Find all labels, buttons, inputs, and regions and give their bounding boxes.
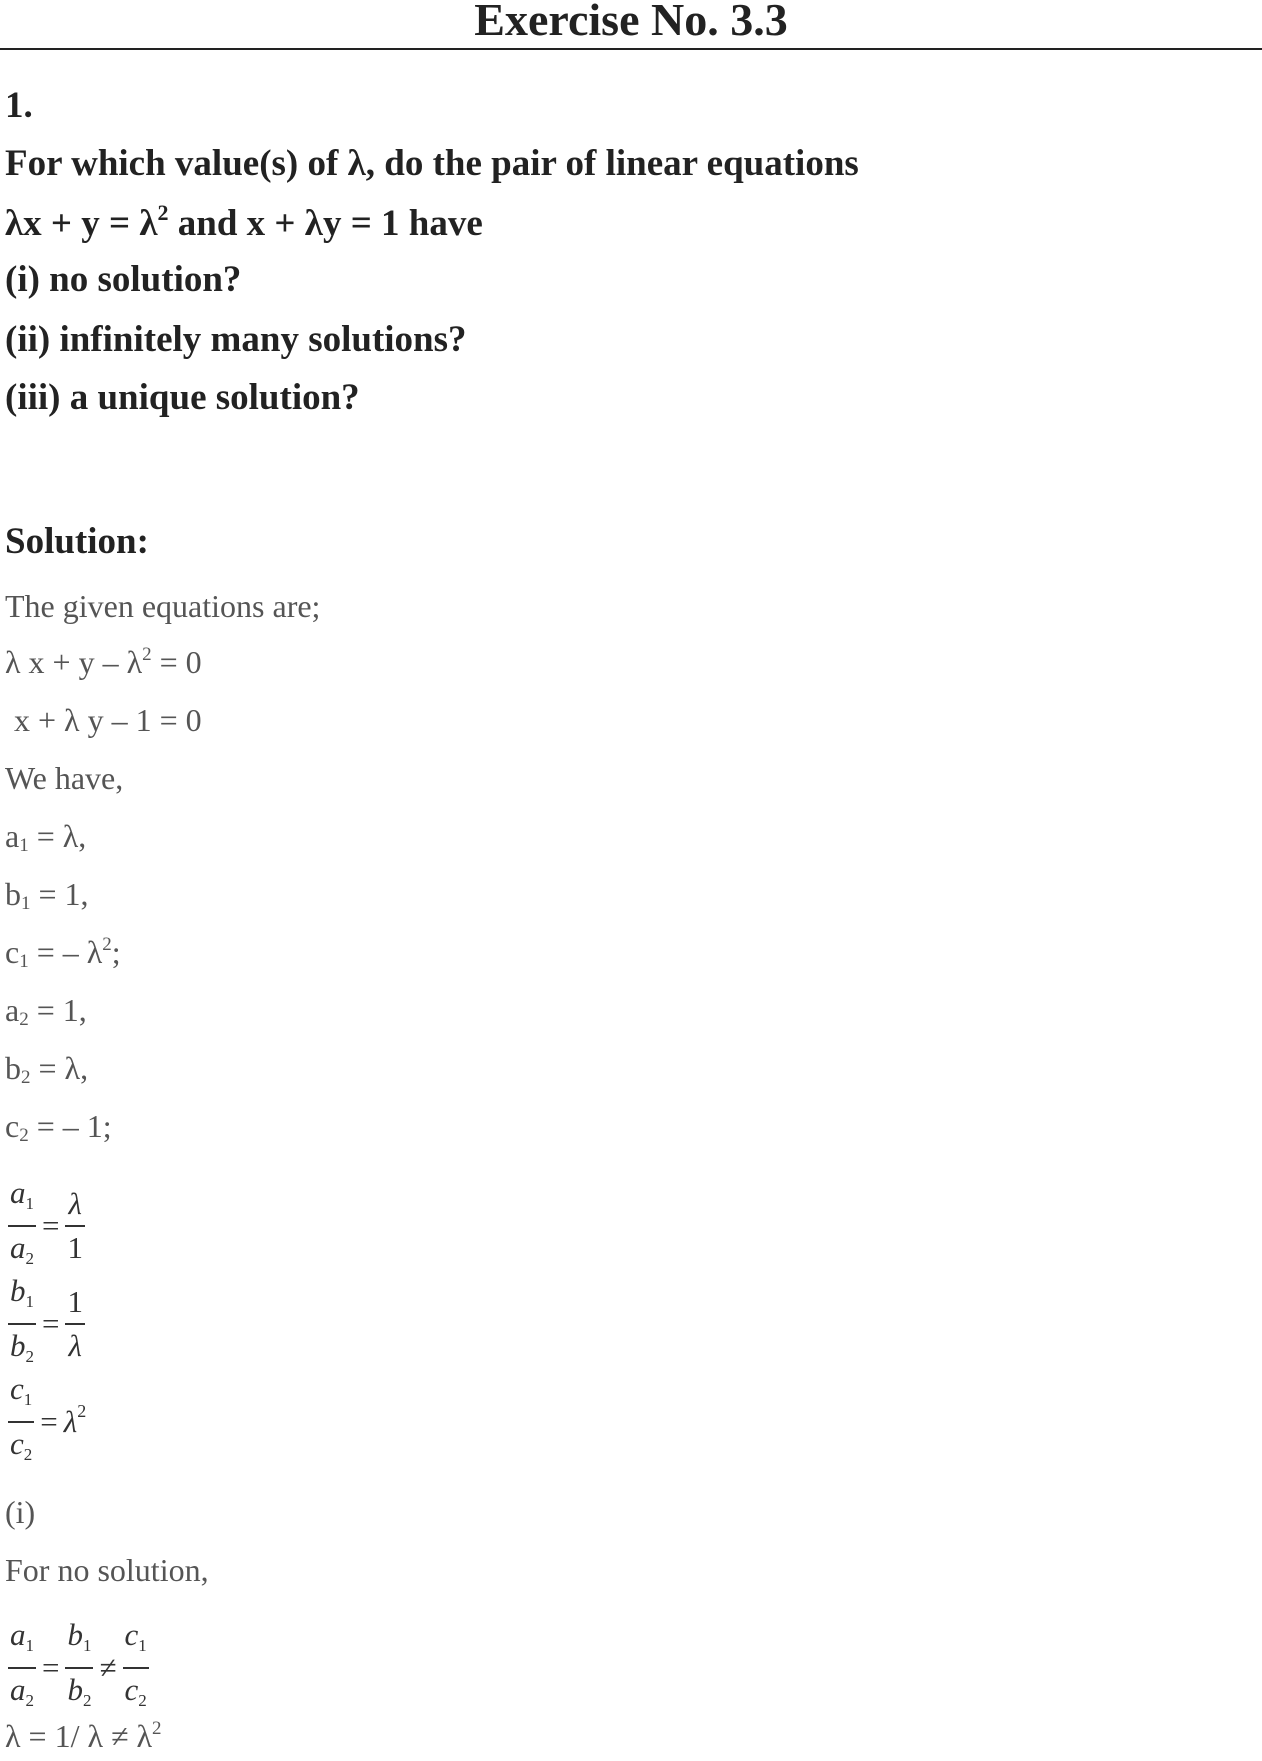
part-i-label: (i)	[5, 1494, 36, 1530]
question-part-i: (i) no solution?	[5, 259, 242, 300]
coefficient-c1: $c_1$ = – $\lambda^2$;	[5, 934, 121, 972]
fraction-b1-b2-condition: $\frac{b_1}{b_2}$	[65, 1614, 93, 1722]
ratio-b: $\frac{b_1}{b_2}$ = $\frac{1}{\lambda}$	[8, 1270, 85, 1378]
coefficient-b1: $b_1 = 1$,	[5, 876, 89, 914]
solution-intro: The given equations are;	[5, 588, 321, 624]
equation-1-left: λ x + y – λ	[5, 644, 143, 680]
coefficient-c2: $c_2$ = – 1;	[5, 1108, 112, 1146]
equation-1	[5, 644, 202, 681]
fraction-a1-a2-condition: $\frac{a_1}{a_2}$	[8, 1614, 36, 1722]
coefficient-a1: $a_1 = \lambda$,	[5, 818, 87, 856]
question-line: For which value(s) of λ, do the pair of linear equations	[5, 143, 859, 184]
no-solution-condition: $\frac{a_1}{a_2}$ = $\frac{b_1}{b_2}$ ≠ $\frac{c_1}{c_2}$	[8, 1614, 149, 1722]
question-eq-part1: λx + y = λ	[5, 203, 158, 244]
coefficient-b2: $b_2 = \lambda$,	[5, 1050, 89, 1088]
equation-1-right: = 0	[151, 644, 202, 680]
fraction-b1-b2: $\frac{b_1}{b_2}$	[8, 1270, 36, 1378]
fraction-1-lambda: $\frac{1}{\lambda}$	[65, 1281, 85, 1367]
fraction-lambda-1: $\frac{\lambda}{1}$	[65, 1183, 85, 1269]
title-divider	[0, 48, 1262, 50]
no-solution-text: For no solution,	[5, 1552, 209, 1588]
page-title: Exercise No. 3.3	[474, 0, 788, 45]
equation-1-exponent: 2	[142, 644, 152, 665]
ratio-a: $\frac{a_1}{a_2}$ = $\frac{\lambda}{1}$	[8, 1172, 85, 1280]
question-eq-part2: and x + λy = 1 have	[168, 203, 483, 244]
final-condition: λ = 1/ $\lambda \ne \lambda^2$	[5, 1718, 162, 1754]
solution-heading: Solution:	[5, 521, 149, 562]
coefficient-a2: $a_2 = 1$,	[5, 992, 87, 1030]
question-equations	[5, 200, 483, 245]
question-eq-exponent: 2	[157, 200, 169, 225]
fraction-a1-a2: $\frac{a_1}{a_2}$	[8, 1172, 36, 1280]
question-part-iii: (iii) a unique solution?	[5, 377, 360, 418]
question-part-ii: (ii) infinitely many solutions?	[5, 319, 467, 360]
fraction-c1-c2: $\frac{c_1}{c_2}$	[8, 1368, 34, 1476]
we-have-text: We have,	[5, 760, 124, 796]
equation-2: x + λ y – 1 = 0	[14, 702, 202, 738]
question-number: 1.	[5, 85, 33, 126]
ratio-c: $\frac{c_1}{c_2}$ = $\lambda^2$	[8, 1368, 86, 1476]
fraction-c1-c2-condition: $\frac{c_1}{c_2}$	[123, 1614, 149, 1722]
